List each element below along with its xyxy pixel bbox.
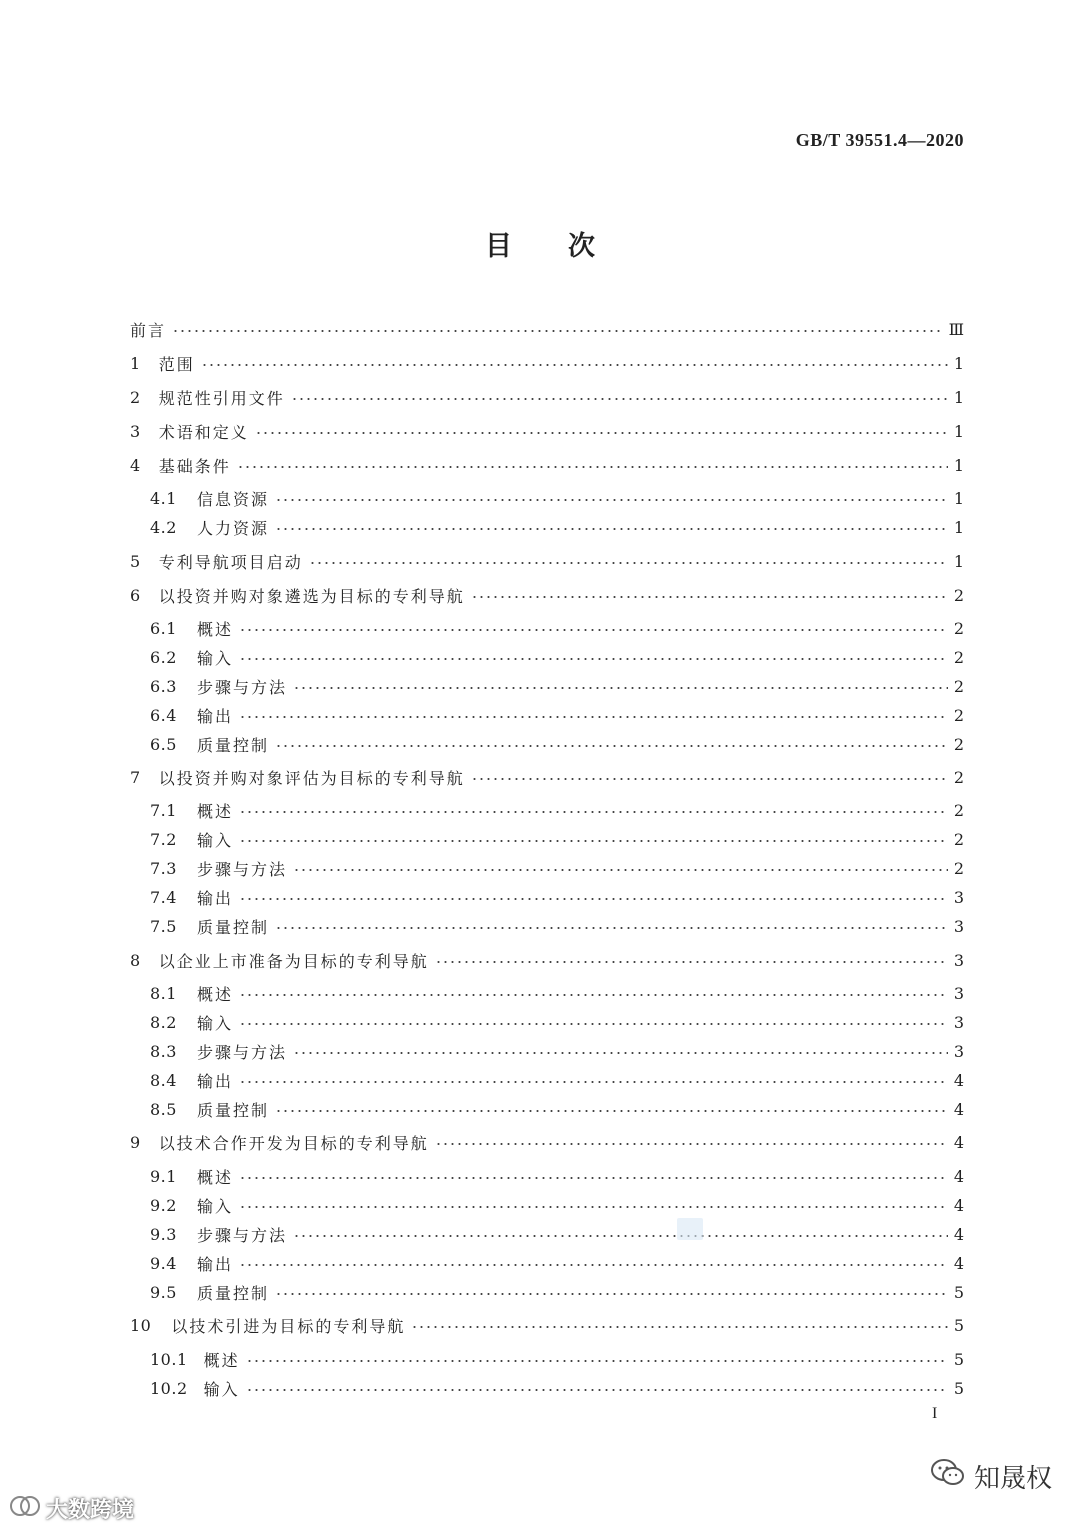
toc-page-number: 2: [953, 858, 964, 878]
title-part-2: 次: [568, 231, 595, 262]
toc-leader-dots: [237, 466, 948, 468]
toc-number: 4.1: [150, 488, 177, 508]
toc-subsection-row[interactable]: [150, 704, 964, 726]
toc-subsection-row[interactable]: [150, 487, 964, 509]
toc-section-row[interactable]: [130, 1131, 964, 1153]
toc-number: 1: [130, 353, 141, 373]
toc-section-row[interactable]: [130, 949, 964, 971]
toc-label: 输入: [196, 648, 233, 668]
toc-section-row[interactable]: [130, 318, 964, 340]
toc-number: 8.3: [150, 1041, 177, 1061]
toc-subsection-row[interactable]: [150, 886, 964, 908]
toc-label: 输出: [196, 706, 233, 726]
toc-number: 6.4: [150, 705, 177, 725]
toc-subsection-row[interactable]: [150, 1377, 964, 1399]
toc-page-number: 2: [953, 829, 964, 849]
toc-page-number: 4: [953, 1099, 964, 1119]
toc-page-number: Ⅲ: [948, 319, 964, 339]
toc-number: 7.5: [150, 916, 177, 936]
toc-number: 9.3: [150, 1224, 177, 1244]
toc-label: 信息资源: [196, 489, 269, 509]
toc-leader-dots: [275, 1110, 948, 1112]
toc-page-number: 4: [953, 1253, 964, 1273]
toc-subsection-row[interactable]: [150, 1098, 964, 1120]
toc-label: 专利导航项目启动: [158, 552, 303, 572]
toc-page-number: 3: [953, 1012, 964, 1032]
toc-page-number: 2: [953, 585, 964, 605]
toc-page-number: 2: [953, 705, 964, 725]
toc-label: 以投资并购对象评估为目标的专利导航: [158, 768, 465, 788]
toc-page-number: 1: [953, 455, 964, 475]
toc-leader-dots: [275, 1293, 948, 1295]
watermark-right-text: 知晟权: [973, 1464, 1052, 1494]
toc-subsection-row[interactable]: [150, 646, 964, 668]
toc-subsection-row[interactable]: [150, 1194, 964, 1216]
toc-label: 以技术合作开发为目标的专利导航: [158, 1133, 429, 1153]
page-number: I: [932, 1405, 938, 1422]
toc-number: 6: [130, 585, 141, 605]
toc-subsection-row[interactable]: [150, 982, 964, 1004]
toc-leader-dots: [239, 994, 948, 996]
toc-subsection-row[interactable]: [150, 1011, 964, 1033]
toc-number: 9.2: [150, 1195, 177, 1215]
toc-label: 范围: [158, 354, 195, 374]
toc-page-number: 2: [953, 767, 964, 787]
toc-page-number: 1: [953, 517, 964, 537]
toc-number: 6.5: [150, 734, 177, 754]
toc-number: 8.4: [150, 1070, 177, 1090]
toc-page-number: 2: [953, 676, 964, 696]
toc-leader-dots: [246, 1389, 948, 1391]
toc-page-number: 4: [953, 1195, 964, 1215]
toc-label: 基础条件: [158, 456, 231, 476]
toc-label: 以企业上市准备为目标的专利导航: [158, 951, 429, 971]
toc-number: 10.1: [150, 1349, 188, 1369]
toc-subsection-row[interactable]: [150, 733, 964, 755]
toc-page-number: 4: [953, 1132, 964, 1152]
toc-leader-dots: [309, 562, 948, 564]
toc-leader-dots: [239, 1023, 948, 1025]
toc-leader-dots: [239, 840, 948, 842]
toc-subsection-row[interactable]: [150, 1223, 964, 1245]
toc-leader-dots: [239, 898, 948, 900]
toc-leader-dots: [239, 1264, 948, 1266]
toc-page-number: 1: [953, 421, 964, 441]
toc-number: 8.2: [150, 1012, 177, 1032]
toc-leader-dots: [275, 528, 948, 530]
toc-label: 输出: [196, 1254, 233, 1274]
toc-label: 以投资并购对象遴选为目标的专利导航: [158, 586, 465, 606]
toc-label: 输出: [196, 888, 233, 908]
toc-number: 10.2: [150, 1378, 188, 1398]
toc-page-number: 3: [953, 887, 964, 907]
toc-leader-dots: [435, 1143, 948, 1145]
toc-subsection-row[interactable]: [150, 1069, 964, 1091]
toc-section-row[interactable]: [130, 454, 964, 476]
toc-leader-dots: [275, 745, 948, 747]
toc-leader-dots: [275, 927, 948, 929]
toc-label: 步骤与方法: [196, 1225, 287, 1245]
toc-label: 输入: [203, 1379, 240, 1399]
toc-leader-dots: [239, 716, 948, 718]
toc-label: 输入: [196, 1196, 233, 1216]
toc-section-row[interactable]: [130, 1314, 964, 1336]
toc-leader-dots: [239, 811, 948, 813]
toc-label: 概述: [196, 619, 233, 639]
toc-page-number: 5: [953, 1282, 964, 1302]
toc-page-number: 2: [953, 734, 964, 754]
toc-label: 概述: [196, 984, 233, 1004]
toc-label: 质量控制: [196, 1283, 269, 1303]
toc-leader-dots: [239, 1206, 948, 1208]
toc-leader-dots: [255, 432, 948, 434]
watermark-right: [930, 1458, 1052, 1495]
toc-label: 步骤与方法: [196, 859, 287, 879]
toc-leader-dots: [293, 869, 948, 871]
toc-section-row[interactable]: [130, 352, 964, 374]
toc-label: 质量控制: [196, 917, 269, 937]
toc-page-number: 4: [953, 1070, 964, 1090]
toc-subsection-row[interactable]: [150, 675, 964, 697]
toc-leader-dots: [239, 658, 948, 660]
toc-page-number: 1: [953, 551, 964, 571]
toc-leader-dots: [471, 778, 948, 780]
watermark-left: [8, 1493, 134, 1524]
toc-label: 概述: [196, 801, 233, 821]
toc-number: 9.1: [150, 1166, 177, 1186]
toc-leader-dots: [411, 1326, 947, 1328]
toc-number: 3: [130, 421, 141, 441]
toc-label: 输入: [196, 1013, 233, 1033]
toc-leader-dots: [293, 1235, 948, 1237]
toc-number: 7.1: [150, 800, 177, 820]
toc-subsection-row[interactable]: [150, 857, 964, 879]
toc-number: 10: [130, 1315, 152, 1335]
toc-page-number: 5: [953, 1315, 964, 1335]
toc-leader-dots: [246, 1360, 948, 1362]
watermark-logo: [677, 1218, 703, 1240]
toc-label: 质量控制: [196, 735, 269, 755]
toc-page-number: 3: [953, 1041, 964, 1061]
toc-number: 6.2: [150, 647, 177, 667]
toc-number: 4.2: [150, 517, 177, 537]
toc-number: 8: [130, 950, 141, 970]
toc-number: 7.4: [150, 887, 177, 907]
toc-leader-dots: [293, 687, 948, 689]
toc-leader-dots: [239, 1081, 948, 1083]
toc-label: 输入: [196, 830, 233, 850]
toc-label: 概述: [203, 1350, 240, 1370]
toc-page-number: 2: [953, 647, 964, 667]
toc-leader-dots: [435, 961, 948, 963]
toc-label: 步骤与方法: [196, 1042, 287, 1062]
toc-leader-dots: [201, 364, 948, 366]
toc-page-number: 5: [953, 1378, 964, 1398]
toc-number: 5: [130, 551, 141, 571]
toc-page-number: 1: [953, 387, 964, 407]
toc-section-row[interactable]: [130, 766, 964, 788]
toc-number: 7.2: [150, 829, 177, 849]
toc-label: 规范性引用文件: [158, 388, 285, 408]
toc-page-number: 2: [953, 618, 964, 638]
toc-number: 8.1: [150, 983, 177, 1003]
toc-subsection-row[interactable]: [150, 915, 964, 937]
toc-subsection-row[interactable]: [150, 617, 964, 639]
toc-number: 9: [130, 1132, 141, 1152]
toc-page-number: 4: [953, 1166, 964, 1186]
toc-page-number: 3: [953, 983, 964, 1003]
toc-section-row[interactable]: [130, 420, 964, 442]
toc-page-number: 3: [953, 916, 964, 936]
toc-number: 8.5: [150, 1099, 177, 1119]
toc-number: 9.4: [150, 1253, 177, 1273]
toc-number: 7: [130, 767, 141, 787]
chat-bubble-icon: [8, 1494, 42, 1524]
watermark-left-text: 大数跨境: [46, 1498, 135, 1523]
toc-subsection-row[interactable]: [150, 799, 964, 821]
wechat-icon: [930, 1458, 966, 1495]
toc-number: 4: [130, 455, 141, 475]
toc-leader-dots: [239, 629, 948, 631]
toc-label: 步骤与方法: [196, 677, 287, 697]
toc-label: 前言: [130, 320, 167, 340]
toc-number: 6.3: [150, 676, 177, 696]
toc-subsection-row[interactable]: [150, 1165, 964, 1187]
toc-label: 概述: [196, 1167, 233, 1187]
toc-page-number: 1: [953, 488, 964, 508]
toc-subsection-row[interactable]: [150, 516, 964, 538]
toc-number: 7.3: [150, 858, 177, 878]
toc-subsection-row[interactable]: [150, 1040, 964, 1062]
toc-subsection-row[interactable]: [150, 1252, 964, 1274]
toc-number: 2: [130, 387, 141, 407]
toc-label: 人力资源: [196, 518, 269, 538]
toc-leader-dots: [172, 330, 943, 332]
toc-page-number: 4: [953, 1224, 964, 1244]
title-part-1: 目: [485, 231, 512, 262]
toc-label: 以技术引进为目标的专利导航: [171, 1316, 406, 1336]
toc-section-row[interactable]: [130, 584, 964, 606]
standard-code: GB/T 39551.4—2020: [795, 130, 964, 150]
toc-number: 9.5: [150, 1282, 177, 1302]
toc-label: 质量控制: [196, 1100, 269, 1120]
toc-page-number: 3: [953, 950, 964, 970]
toc-number: 6.1: [150, 618, 177, 638]
toc-label: 输出: [196, 1071, 233, 1091]
toc-page-number: 2: [953, 800, 964, 820]
toc-page-number: 1: [953, 353, 964, 373]
toc-section-row[interactable]: [130, 550, 964, 572]
toc-leader-dots: [291, 398, 948, 400]
toc-subsection-row[interactable]: [150, 1348, 964, 1370]
toc-leader-dots: [275, 499, 948, 501]
toc-subsection-row[interactable]: [150, 1281, 964, 1303]
toc-label: 术语和定义: [158, 422, 249, 442]
toc-section-row[interactable]: [130, 386, 964, 408]
toc-subsection-row[interactable]: [150, 828, 964, 850]
toc-leader-dots: [239, 1177, 948, 1179]
toc-leader-dots: [471, 596, 948, 598]
toc-page-number: 5: [953, 1349, 964, 1369]
toc-leader-dots: [293, 1052, 948, 1054]
